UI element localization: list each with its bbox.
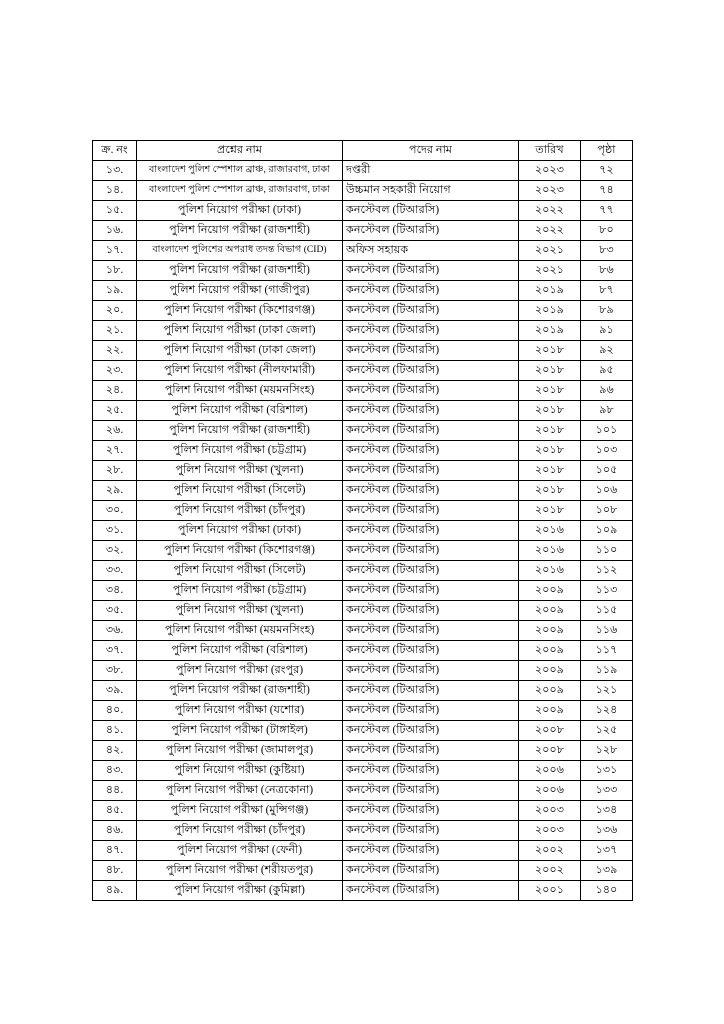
- cell-page: ১০৯: [581, 521, 633, 541]
- cell-exam-name: পুলিশ নিয়োগ পরীক্ষা (চট্টগ্রাম): [137, 581, 343, 601]
- cell-post-name: কনস্টেবল (টিআরসি): [343, 801, 519, 821]
- contents-table: [92, 140, 633, 901]
- cell-post-name: দপ্তরী: [343, 161, 519, 181]
- cell-post-name: কনস্টেবল (টিআরসি): [343, 561, 519, 581]
- cell-exam-name: পুলিশ নিয়োগ পরীক্ষা (ঢাকা): [137, 201, 343, 221]
- cell-serial: ৪১.: [93, 721, 137, 741]
- cell-serial: ১৮.: [93, 261, 137, 281]
- cell-serial: ৩৬.: [93, 621, 137, 641]
- cell-serial: ৩৫.: [93, 601, 137, 621]
- cell-page: ৭৭: [581, 201, 633, 221]
- cell-page: ১১৩: [581, 581, 633, 601]
- cell-exam-name: পুলিশ নিয়োগ পরীক্ষা (খুলনা): [137, 461, 343, 481]
- cell-post-name: অফিস সহায়ক: [343, 241, 519, 261]
- cell-exam-name: পুলিশ নিয়োগ পরীক্ষা (রাজশাহী): [137, 681, 343, 701]
- cell-exam-name: পুলিশ নিয়োগ পরীক্ষা (গাজীপুর): [137, 281, 343, 301]
- cell-post-name: কনস্টেবল (টিআরসি): [343, 261, 519, 281]
- cell-page: ১০১: [581, 421, 633, 441]
- cell-date: ২০১৯: [519, 281, 581, 301]
- cell-exam-name: পুলিশ নিয়োগ পরীক্ষা (শরীয়তপুর): [137, 861, 343, 881]
- table-row: [93, 481, 633, 501]
- cell-date: ২০০৯: [519, 641, 581, 661]
- table-row: [93, 341, 633, 361]
- cell-date: ২০২২: [519, 201, 581, 221]
- cell-post-name: কনস্টেবল (টিআরসি): [343, 441, 519, 461]
- cell-date: ২০১৯: [519, 321, 581, 341]
- table-row: [93, 841, 633, 861]
- table-row: [93, 781, 633, 801]
- cell-serial: ১৩.: [93, 161, 137, 181]
- cell-exam-name: পুলিশ নিয়োগ পরীক্ষা (টাঙ্গাইল): [137, 721, 343, 741]
- cell-date: ২০০৮: [519, 741, 581, 761]
- table-row: [93, 321, 633, 341]
- cell-exam-name: পুলিশ নিয়োগ পরীক্ষা (সিলেট): [137, 561, 343, 581]
- column-header-post-name: পদের নাম: [343, 141, 519, 161]
- column-header-page: পৃষ্ঠা: [581, 141, 633, 161]
- cell-serial: ৩২.: [93, 541, 137, 561]
- cell-post-name: কনস্টেবল (টিআরসি): [343, 221, 519, 241]
- table-header: [93, 141, 633, 161]
- cell-page: ১১০: [581, 541, 633, 561]
- cell-page: ৮৯: [581, 301, 633, 321]
- cell-exam-name: পুলিশ নিয়োগ পরীক্ষা (নীলফামারী): [137, 361, 343, 381]
- cell-date: ২০১৬: [519, 541, 581, 561]
- table-row: [93, 421, 633, 441]
- cell-post-name: কনস্টেবল (টিআরসি): [343, 701, 519, 721]
- cell-page: ৮৩: [581, 241, 633, 261]
- cell-exam-name: পুলিশ নিয়োগ পরীক্ষা (খুলনা): [137, 601, 343, 621]
- column-header-date: তারিখ: [519, 141, 581, 161]
- cell-date: ২০১৯: [519, 301, 581, 321]
- cell-post-name: কনস্টেবল (টিআরসি): [343, 841, 519, 861]
- cell-exam-name: বাংলাদেশ পুলিশের অপরাধ তদন্ত বিভাগ (CID): [137, 241, 343, 261]
- table-row: [93, 301, 633, 321]
- cell-page: ৭৪: [581, 181, 633, 201]
- cell-serial: ২৭.: [93, 441, 137, 461]
- cell-post-name: কনস্টেবল (টিআরসি): [343, 681, 519, 701]
- cell-exam-name: পুলিশ নিয়োগ পরীক্ষা (ময়মনসিংহ): [137, 381, 343, 401]
- cell-page: ১০৫: [581, 461, 633, 481]
- cell-date: ২০০১: [519, 881, 581, 901]
- cell-post-name: কনস্টেবল (টিআরসি): [343, 641, 519, 661]
- cell-serial: ২২.: [93, 341, 137, 361]
- cell-exam-name: পুলিশ নিয়োগ পরীক্ষা (মুন্সিগঞ্জ): [137, 801, 343, 821]
- cell-date: ২০২৩: [519, 181, 581, 201]
- cell-serial: ১৯.: [93, 281, 137, 301]
- table-row: [93, 741, 633, 761]
- cell-date: ২০১৮: [519, 421, 581, 441]
- cell-post-name: কনস্টেবল (টিআরসি): [343, 321, 519, 341]
- cell-post-name: কনস্টেবল (টিআরসি): [343, 341, 519, 361]
- cell-exam-name: পুলিশ নিয়োগ পরীক্ষা (রাজশাহী): [137, 261, 343, 281]
- cell-page: ৮০: [581, 221, 633, 241]
- cell-post-name: কনস্টেবল (টিআরসি): [343, 621, 519, 641]
- cell-date: ২০০৬: [519, 781, 581, 801]
- cell-exam-name: পুলিশ নিয়োগ পরীক্ষা (ঢাকা): [137, 521, 343, 541]
- cell-page: ১১২: [581, 561, 633, 581]
- cell-exam-name: পুলিশ নিয়োগ পরীক্ষা (ঢাকা জেলা): [137, 321, 343, 341]
- cell-page: ১৩৭: [581, 841, 633, 861]
- cell-page: ১১৯: [581, 661, 633, 681]
- cell-post-name: কনস্টেবল (টিআরসি): [343, 881, 519, 901]
- cell-post-name: কনস্টেবল (টিআরসি): [343, 661, 519, 681]
- cell-page: ১৩৬: [581, 821, 633, 841]
- cell-page: ১০৩: [581, 441, 633, 461]
- table-row: [93, 221, 633, 241]
- table-row: [93, 601, 633, 621]
- cell-serial: ৩৮.: [93, 661, 137, 681]
- cell-page: ১৩৪: [581, 801, 633, 821]
- cell-serial: ২৯.: [93, 481, 137, 501]
- cell-serial: ২৫.: [93, 401, 137, 421]
- table-row: [93, 701, 633, 721]
- cell-page: ১২৫: [581, 721, 633, 741]
- cell-post-name: কনস্টেবল (টিআরসি): [343, 281, 519, 301]
- cell-post-name: উচ্চমান সহকারী নিয়োগ: [343, 181, 519, 201]
- cell-post-name: কনস্টেবল (টিআরসি): [343, 501, 519, 521]
- table-row: [93, 441, 633, 461]
- cell-date: ২০০২: [519, 841, 581, 861]
- table-row: [93, 501, 633, 521]
- cell-page: ৮৬: [581, 261, 633, 281]
- cell-page: ১৩৩: [581, 781, 633, 801]
- cell-date: ২০০৩: [519, 801, 581, 821]
- cell-page: ১৩৯: [581, 861, 633, 881]
- cell-page: ১৩১: [581, 761, 633, 781]
- cell-post-name: কনস্টেবল (টিআরসি): [343, 861, 519, 881]
- cell-exam-name: পুলিশ নিয়োগ পরীক্ষা (কিশোরগঞ্জ): [137, 541, 343, 561]
- column-header-exam-name: প্রশ্নের নাম: [137, 141, 343, 161]
- cell-page: ৯৮: [581, 401, 633, 421]
- cell-date: ২০২১: [519, 241, 581, 261]
- contents-table-container: [92, 140, 632, 901]
- cell-page: ১১৭: [581, 641, 633, 661]
- cell-exam-name: পুলিশ নিয়োগ পরীক্ষা (চাঁদপুর): [137, 821, 343, 841]
- table-row: [93, 881, 633, 901]
- table-row: [93, 821, 633, 841]
- table-header-row: [93, 141, 633, 161]
- cell-post-name: কনস্টেবল (টিআরসি): [343, 301, 519, 321]
- table-row: [93, 241, 633, 261]
- cell-page: ১০৮: [581, 501, 633, 521]
- cell-serial: ২৩.: [93, 361, 137, 381]
- table-row: [93, 161, 633, 181]
- cell-serial: ২৮.: [93, 461, 137, 481]
- cell-post-name: কনস্টেবল (টিআরসি): [343, 461, 519, 481]
- column-header-serial: ক্র. নং: [93, 141, 137, 161]
- cell-exam-name: পুলিশ নিয়োগ পরীক্ষা (কুষ্টিয়া): [137, 761, 343, 781]
- cell-date: ২০১৮: [519, 481, 581, 501]
- cell-serial: ২৪.: [93, 381, 137, 401]
- cell-date: ২০০৯: [519, 621, 581, 641]
- cell-date: ২০১৮: [519, 401, 581, 421]
- cell-serial: ৩৩.: [93, 561, 137, 581]
- table-row: [93, 801, 633, 821]
- cell-exam-name: পুলিশ নিয়োগ পরীক্ষা (কুমিল্লা): [137, 881, 343, 901]
- cell-serial: ১৫.: [93, 201, 137, 221]
- table-row: [93, 861, 633, 881]
- cell-date: ২০০৯: [519, 601, 581, 621]
- cell-post-name: কনস্টেবল (টিআরসি): [343, 741, 519, 761]
- cell-date: ২০০৯: [519, 661, 581, 681]
- cell-exam-name: পুলিশ নিয়োগ পরীক্ষা (ফেনী): [137, 841, 343, 861]
- cell-exam-name: পুলিশ নিয়োগ পরীক্ষা (ময়মনসিংহ): [137, 621, 343, 641]
- cell-serial: ৪৫.: [93, 801, 137, 821]
- cell-serial: ৩৪.: [93, 581, 137, 601]
- table-row: [93, 181, 633, 201]
- cell-page: ৮৭: [581, 281, 633, 301]
- table-row: [93, 461, 633, 481]
- cell-date: ২০০৬: [519, 761, 581, 781]
- cell-serial: ৪৪.: [93, 781, 137, 801]
- cell-exam-name: পুলিশ নিয়োগ পরীক্ষা (রাজশাহী): [137, 221, 343, 241]
- cell-date: ২০০৩: [519, 821, 581, 841]
- cell-exam-name: পুলিশ নিয়োগ পরীক্ষা (যশোর): [137, 701, 343, 721]
- cell-serial: ৪৩.: [93, 761, 137, 781]
- table-row: [93, 381, 633, 401]
- cell-date: ২০২৩: [519, 161, 581, 181]
- cell-date: ২০০৯: [519, 581, 581, 601]
- cell-post-name: কনস্টেবল (টিআরসি): [343, 421, 519, 441]
- cell-date: ২০১৮: [519, 461, 581, 481]
- cell-exam-name: পুলিশ নিয়োগ পরীক্ষা (জামালপুর): [137, 741, 343, 761]
- cell-date: ২০১৮: [519, 501, 581, 521]
- cell-post-name: কনস্টেবল (টিআরসি): [343, 481, 519, 501]
- cell-serial: ২৬.: [93, 421, 137, 441]
- cell-exam-name: পুলিশ নিয়োগ পরীক্ষা (ঢাকা জেলা): [137, 341, 343, 361]
- cell-post-name: কনস্টেবল (টিআরসি): [343, 381, 519, 401]
- cell-serial: ৪৬.: [93, 821, 137, 841]
- cell-page: ৯১: [581, 321, 633, 341]
- cell-page: ১৪০: [581, 881, 633, 901]
- cell-post-name: কনস্টেবল (টিআরসি): [343, 401, 519, 421]
- cell-date: ২০০৮: [519, 721, 581, 741]
- cell-page: ৯৬: [581, 381, 633, 401]
- cell-serial: ৪০.: [93, 701, 137, 721]
- cell-exam-name: পুলিশ নিয়োগ পরীক্ষা (সিলেট): [137, 481, 343, 501]
- cell-serial: ১৪.: [93, 181, 137, 201]
- cell-serial: ৪৮.: [93, 861, 137, 881]
- cell-page: ১২৪: [581, 701, 633, 721]
- cell-serial: ১৭.: [93, 241, 137, 261]
- cell-exam-name: পুলিশ নিয়োগ পরীক্ষা (চাঁদপুর): [137, 501, 343, 521]
- cell-date: ২০১৬: [519, 521, 581, 541]
- cell-page: ৭২: [581, 161, 633, 181]
- cell-date: ২০২১: [519, 261, 581, 281]
- table-row: [93, 261, 633, 281]
- cell-post-name: কনস্টেবল (টিআরসি): [343, 821, 519, 841]
- cell-page: ১২৮: [581, 741, 633, 761]
- cell-serial: ২০.: [93, 301, 137, 321]
- table-row: [93, 561, 633, 581]
- cell-exam-name: পুলিশ নিয়োগ পরীক্ষা (কিশোরগঞ্জ): [137, 301, 343, 321]
- cell-serial: ৪৯.: [93, 881, 137, 901]
- table-row: [93, 541, 633, 561]
- cell-date: ২০২২: [519, 221, 581, 241]
- cell-post-name: কনস্টেবল (টিআরসি): [343, 361, 519, 381]
- cell-page: ১১৫: [581, 601, 633, 621]
- cell-exam-name: পুলিশ নিয়োগ পরীক্ষা (চট্টগ্রাম): [137, 441, 343, 461]
- table-row: [93, 621, 633, 641]
- table-row: [93, 681, 633, 701]
- cell-post-name: কনস্টেবল (টিআরসি): [343, 761, 519, 781]
- cell-post-name: কনস্টেবল (টিআরসি): [343, 601, 519, 621]
- cell-post-name: কনস্টেবল (টিআরসি): [343, 581, 519, 601]
- table-row: [93, 401, 633, 421]
- cell-post-name: কনস্টেবল (টিআরসি): [343, 541, 519, 561]
- table-row: [93, 521, 633, 541]
- cell-exam-name: বাংলাদেশ পুলিশ স্পেশাল ব্রাঞ্চ, রাজারবাগ, ঢাকা: [137, 181, 343, 201]
- table-row: [93, 201, 633, 221]
- cell-post-name: কনস্টেবল (টিআরসি): [343, 201, 519, 221]
- cell-serial: ৪৭.: [93, 841, 137, 861]
- cell-serial: ৩১.: [93, 521, 137, 541]
- cell-exam-name: পুলিশ নিয়োগ পরীক্ষা (বরিশাল): [137, 401, 343, 421]
- cell-serial: ২১.: [93, 321, 137, 341]
- cell-date: ২০১৮: [519, 441, 581, 461]
- cell-date: ২০১৮: [519, 381, 581, 401]
- cell-exam-name: বাংলাদেশ পুলিশ স্পেশাল ব্রাঞ্চ, রাজারবাগ, ঢাকা: [137, 161, 343, 181]
- cell-exam-name: পুলিশ নিয়োগ পরীক্ষা (বরিশাল): [137, 641, 343, 661]
- cell-post-name: কনস্টেবল (টিআরসি): [343, 521, 519, 541]
- cell-page: ৯২: [581, 341, 633, 361]
- cell-serial: ৩০.: [93, 501, 137, 521]
- cell-exam-name: পুলিশ নিয়োগ পরীক্ষা (নেত্রকোনা): [137, 781, 343, 801]
- table-row: [93, 581, 633, 601]
- cell-exam-name: পুলিশ নিয়োগ পরীক্ষা (রাজশাহী): [137, 421, 343, 441]
- table-row: [93, 721, 633, 741]
- cell-date: ২০০২: [519, 861, 581, 881]
- table-row: [93, 661, 633, 681]
- cell-post-name: কনস্টেবল (টিআরসি): [343, 721, 519, 741]
- table-row: [93, 641, 633, 661]
- cell-page: ১২১: [581, 681, 633, 701]
- cell-serial: ১৬.: [93, 221, 137, 241]
- cell-serial: ৩৯.: [93, 681, 137, 701]
- cell-serial: ৩৭.: [93, 641, 137, 661]
- cell-date: ২০১৮: [519, 361, 581, 381]
- cell-page: ৯৫: [581, 361, 633, 381]
- cell-date: ২০১৮: [519, 341, 581, 361]
- cell-serial: ৪২.: [93, 741, 137, 761]
- cell-exam-name: পুলিশ নিয়োগ পরীক্ষা (রংপুর): [137, 661, 343, 681]
- cell-page: ১০৬: [581, 481, 633, 501]
- cell-date: ২০১৬: [519, 561, 581, 581]
- table-row: [93, 281, 633, 301]
- table-body: [93, 161, 633, 901]
- table-row: [93, 761, 633, 781]
- cell-date: ২০০৯: [519, 681, 581, 701]
- cell-page: ১১৬: [581, 621, 633, 641]
- table-row: [93, 361, 633, 381]
- cell-date: ২০০৯: [519, 701, 581, 721]
- cell-post-name: কনস্টেবল (টিআরসি): [343, 781, 519, 801]
